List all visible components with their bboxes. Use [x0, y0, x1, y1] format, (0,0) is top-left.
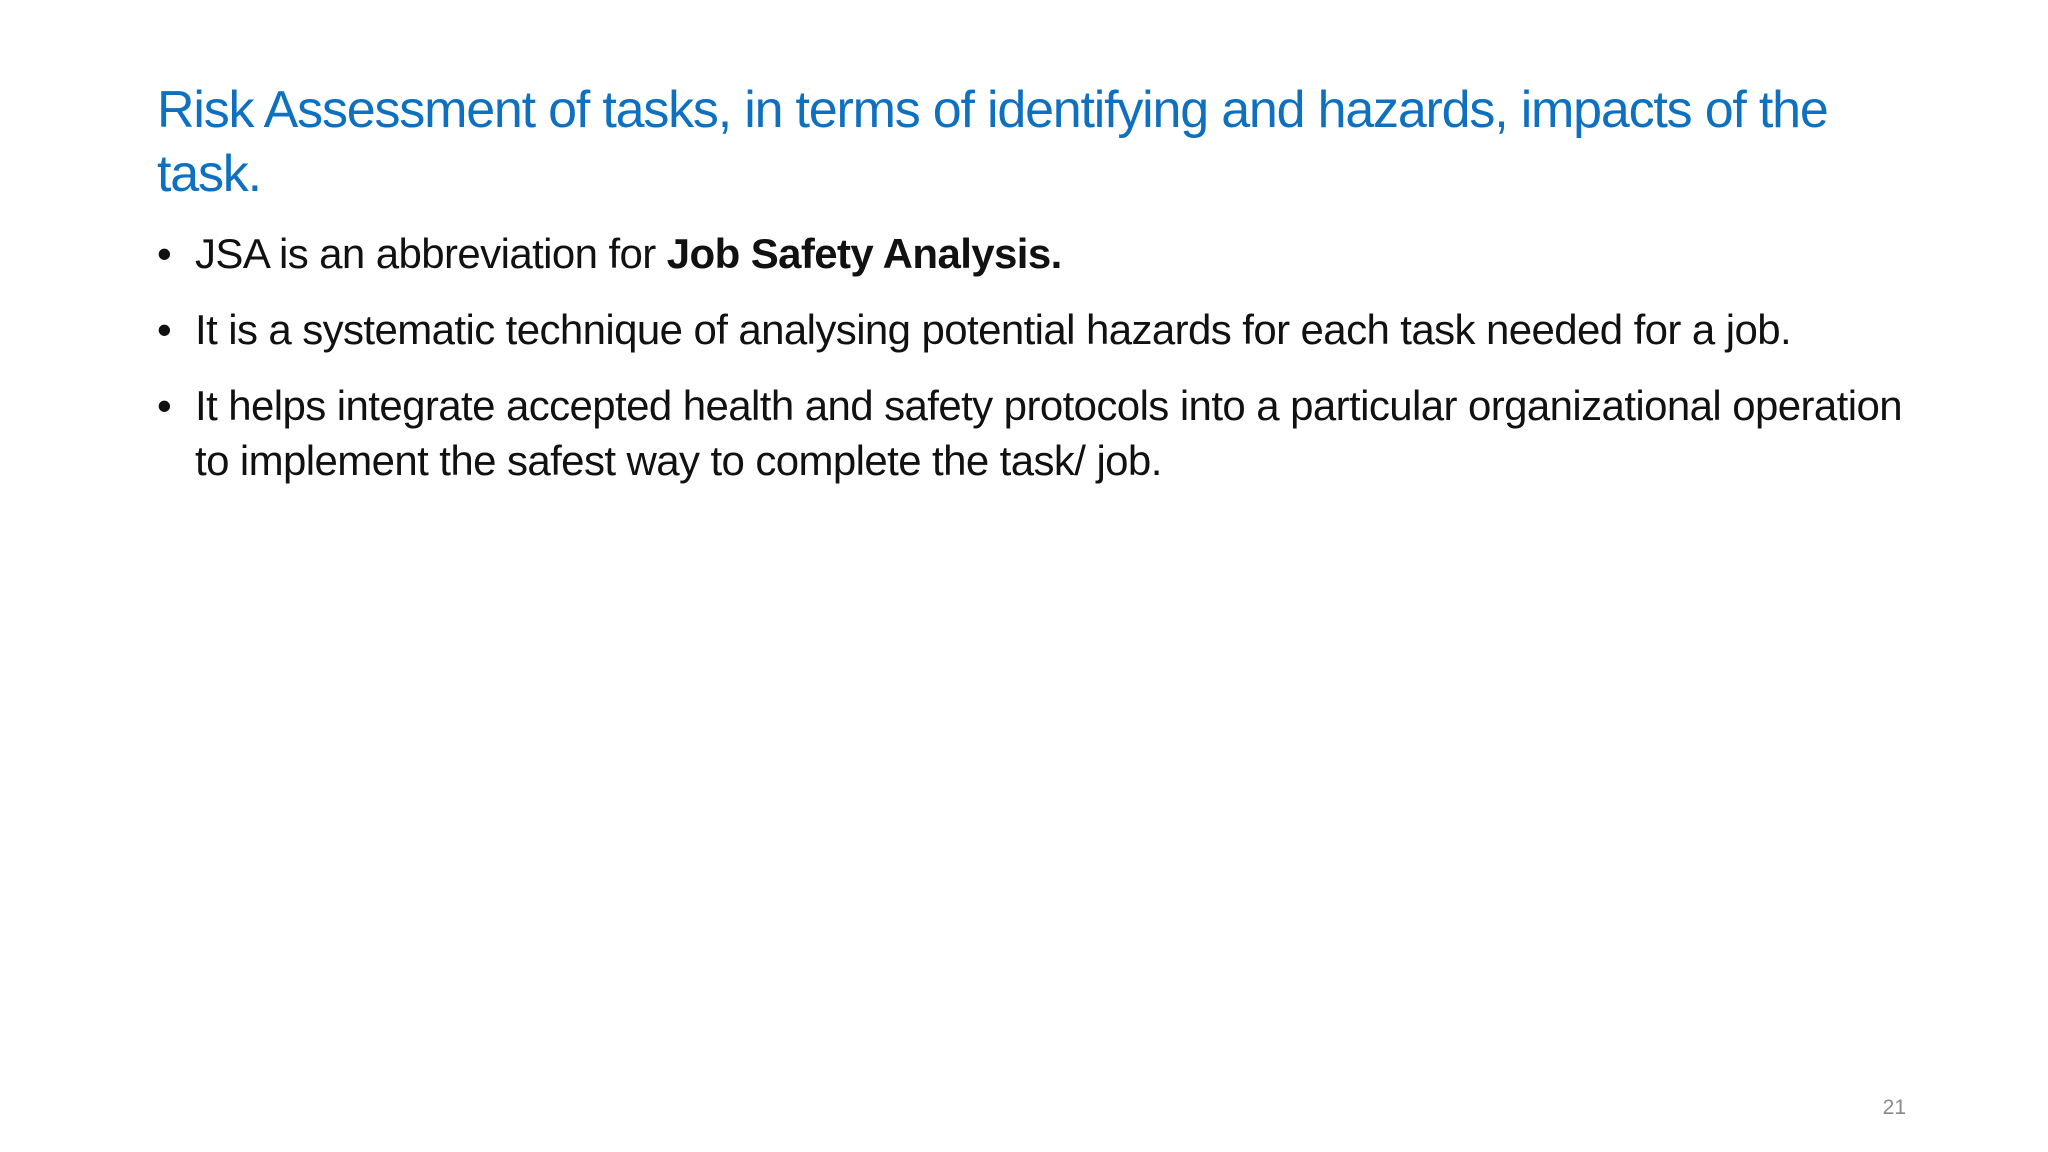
- bullet-text: It helps integrate accepted health and safety protocols into a particular organizational operation to implement the safest way to complete the task/ job.: [195, 382, 1902, 484]
- slide-title: Risk Assessment of tasks, in terms of identifying and hazards, impacts of the task.: [157, 81, 1828, 203]
- page-number: 21: [1882, 1096, 1906, 1119]
- bullet-item-jsa: [157, 226, 1902, 281]
- bullet-bold-text: Job Safety Analysis.: [666, 230, 1062, 277]
- bullet-dot-icon: •: [157, 382, 172, 429]
- bullet-dot-icon: •: [157, 230, 172, 277]
- bullet-text: JSA is an abbreviation for: [195, 230, 667, 277]
- bullet-dot-icon: •: [157, 306, 172, 353]
- bullet-list: [157, 226, 1902, 509]
- bullet-item-protocols: [157, 378, 1902, 488]
- bullet-text: It is a systematic technique of analysing potential hazards for each task needed for a job.: [195, 306, 1792, 353]
- bullet-item-technique: [157, 302, 1902, 357]
